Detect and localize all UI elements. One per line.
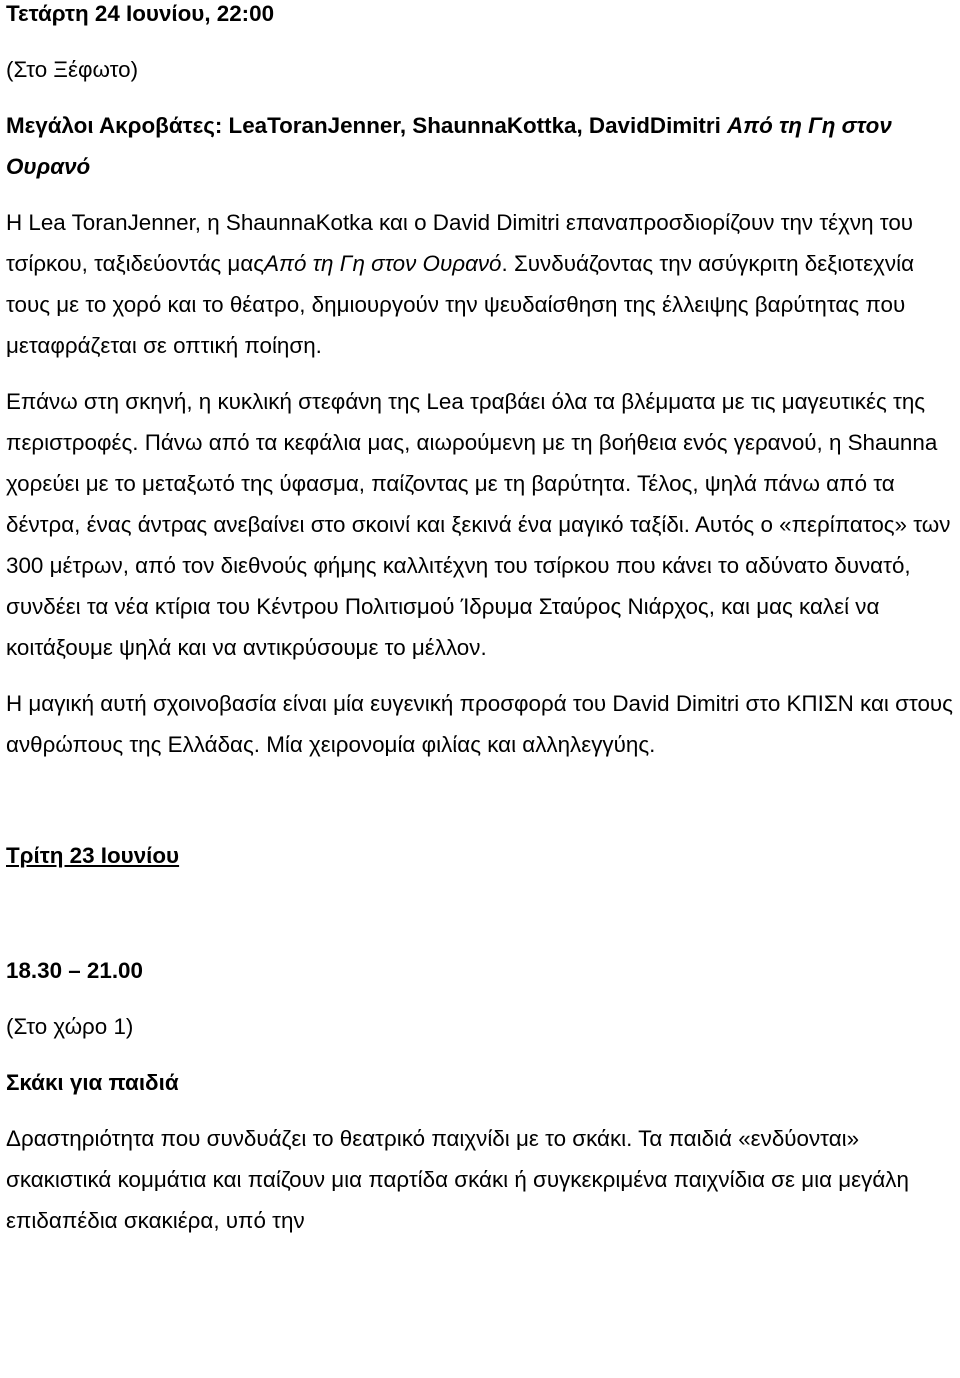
activity-description: Δραστηριότητα που συνδυάζει το θεατρικό παιχνίδι με το σκάκι. Τα παιδιά «ενδύονται» σκακιστικά κομμάτια και παίζουν μια παρτίδα σκάκι ή συγκεκριμένα παιχνίδια σε μια μεγάλη επιδαπέδια σκακιέρα, υπό την <box>6 1126 909 1233</box>
event-date-heading: Τετάρτη 24 Ιουνίου, 22:00 <box>6 1 275 26</box>
description-show-title: Από τη Γη στον Ουρανό <box>264 251 502 276</box>
event-title <box>6 105 954 187</box>
event-title-performers: Μεγάλοι Ακροβάτες: LeaToranJenner, ShaunnaKottka, DavidDimitri <box>6 113 721 138</box>
activity-location: (Στο χώρο 1) <box>6 1014 134 1039</box>
activity-time: 18.30 – 21.00 <box>6 958 143 983</box>
section-date-heading: Τρίτη 23 Ιουνίου <box>6 843 180 868</box>
activity-title: Σκάκι για παιδιά <box>6 1070 179 1095</box>
event-description-2: Επάνω στη σκηνή, η κυκλική στεφάνη της Lea τραβάει όλα τα βλέμματα με τις μαγευτικές της περιστροφές. Πάνω από τα κεφάλια μας, αιωρούμενη με τη βοήθεια ενός γερανού, η Shaunna χορεύει με το μεταξωτό της ύφασμα, παίζοντας με τη βαρύτητα. Τέλος, ψηλά πάνω από τα δέντρα, ένας άντρας ανεβαίνει στο σκοινί και ξεκινά ένα μαγικό ταξίδι. Αυτός ο «περίπατος» των 300 μέτρων, από τον διεθνούς φήμης καλλιτέχνη του τσίρκου που κάνει το αδύνατο δυνατό, συνδέει τα νέα κτίρια του Κέντρου Πολιτισμού Ίδρυμα Σταύρος Νιάρχος, και μας καλεί να κοιτάξουμε ψηλά και να αντικρύσουμε το μέλλον. <box>6 389 951 660</box>
event-description-3: Η μαγική αυτή σχοινοβασία είναι μία ευγενική προσφορά του David Dimitri στο ΚΠΙΣΝ και στους ανθρώπους της Ελλάδας. Μία χειρονομία φιλίας και αλληλεγγύης. <box>6 691 953 757</box>
description-text-continued: . Συνδυάζοντας την ασύγκριτη δεξιοτεχνία τους με το χορό και το θέατρο, δημιουργούν την ψευδαίσθηση της έλλειψης βαρύτητας που μεταφράζεται σε οπτική ποίηση. <box>6 251 915 358</box>
event-title-show: Από τη Γη στον Ουρανό <box>6 113 892 179</box>
description-text: H Lea ToranJenner, η ShaunnaKotka και ο David Dimitri επαναπροσδιορίζουν την τέχνη του τσίρκου, ταξιδεύοντάς μας <box>6 210 914 276</box>
event-description-1 <box>6 202 954 366</box>
event-location: (Στο Ξέφωτο) <box>6 57 139 82</box>
